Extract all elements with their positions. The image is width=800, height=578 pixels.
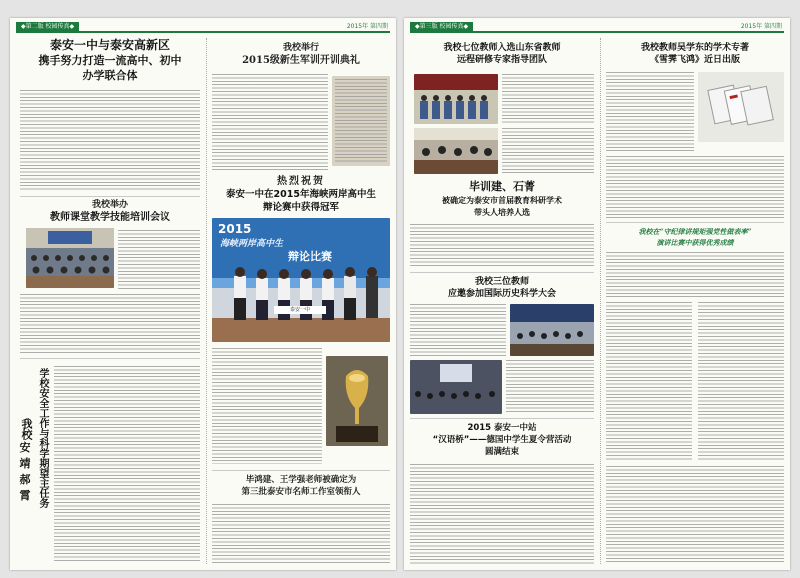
article-a-headline [20,38,200,83]
article-d-side-body [335,79,387,163]
divider [410,272,594,273]
article-c-body [54,366,200,562]
trophy-photo [326,356,388,446]
article-d-list-right [698,302,784,462]
headline-line: 携手努力打造一流高中、初中 [38,54,182,67]
photo-banner-text-2: 辩论比赛 [288,250,332,263]
headline-line: 毕训建、石菁 [469,180,535,193]
author-char: 靖 [19,457,31,470]
photo-banner-year: 2015 [218,222,252,236]
article-d-body [212,74,328,172]
article-f-headline [410,422,594,458]
article-d-side-column [332,76,390,166]
headline-line: 泰安一中与泰安高新区 [49,38,170,52]
congress-photo [510,304,594,356]
headline-line: 圆满结束 [484,447,519,457]
article-f-headline [212,474,390,498]
photo-sign: 泰安一中 [274,306,326,314]
column-divider [206,38,207,564]
article-d-headline [604,226,786,248]
article-a-body [20,90,200,192]
article-f-body [212,504,390,564]
headline-line: 我校三位教师 [474,277,529,287]
photo-banner-text: 海峡两岸高中生 [220,239,284,249]
article-e-body-2 [506,360,594,414]
divider [606,222,784,223]
article-e-headline [410,276,594,300]
teachers-group-photo [414,74,498,124]
article-b-headline [604,42,786,66]
article-c-body [410,224,594,268]
headline-line: 《雪霁飞鸿》近日出版 [649,55,740,65]
article-d-headline [212,42,390,67]
article-e-body [212,348,322,464]
page-header [410,22,784,33]
section-tag: ◆第二版 校园传真◆ [16,22,79,31]
article-d-body-3 [606,466,784,564]
article-c-headline [410,180,594,218]
divider [20,196,200,197]
article-c-vertical-title: 学校安全工作与科学期望主任务 [37,368,48,508]
page-header [16,22,390,33]
newspaper-page-right [404,18,790,570]
headline-line: 我校举办 [91,200,128,210]
headline-line: 应邀参加国际历史科学大会 [447,289,556,299]
article-b-body-2 [606,156,784,218]
column-divider [600,38,601,564]
lecture-photo [410,360,502,414]
headline-line: 2015级新生军训开训典礼 [242,55,360,66]
author-char: 安 [19,441,31,454]
author-char: 郝 [19,473,31,486]
divider [212,470,390,471]
debate-photo [212,218,390,342]
divider [20,358,200,359]
author-char: 我校 [20,418,33,440]
headline-line: 我校教师吴学东的学术专著 [640,43,749,53]
headline-line: 泰安一中在2015年海峡两岸高中生 [226,189,376,200]
headline-line: “汉语桥”——德国中学生夏令营活动 [432,435,572,445]
headline-line: 教师课堂教学技能培训会议 [50,212,170,223]
article-a-body-2 [502,128,594,174]
training-photo [26,228,114,288]
article-e-headline [212,176,390,214]
meeting-photo [414,128,498,174]
article-e-body [410,304,506,356]
headline-line: 2015 泰安一中站 [467,423,537,433]
article-a-body [502,74,594,124]
author-char: 霄 [19,489,31,502]
headline-line: 第三批泰安市名师工作室领衔人 [241,487,361,497]
headline-line: 办学联合体 [82,69,138,82]
divider [410,418,594,419]
headline-line: 远程研修专家指导团队 [456,55,547,65]
headline-line: 演讲比赛中获得优秀成绩 [656,238,734,247]
article-b-body [118,230,200,290]
headline-line: 被确定为泰安市首届教育科研学术 [442,195,562,205]
headline-line: 我校七位教师入选山东省教师 [443,43,561,53]
book-photo [698,72,784,142]
headline-line: 我校在“守纪律讲规矩强党性做表率” [638,227,752,236]
banner-text: 热烈祝贺 [277,176,325,187]
article-c-author [18,418,32,504]
article-f-body [410,464,594,564]
article-d-list-left [606,302,692,462]
headline-line: 带头人培养人选 [474,207,530,217]
section-tag: ◆第三版 校园传真◆ [410,22,473,31]
article-b-body-2 [20,294,200,354]
issue-label: 2015年 第四期 [346,23,388,30]
article-b-headline [20,199,200,224]
article-b-body [606,72,694,152]
headline-line: 毕鸿建、王学强老师被确定为 [245,475,357,485]
article-d-body [606,252,784,298]
newspaper-page-left [10,18,396,570]
headline-line: 我校举行 [282,43,319,53]
headline-line: 辩论赛中获得冠军 [262,202,339,213]
article-a-headline [410,42,594,66]
issue-label: 2015年 第四期 [740,23,782,30]
